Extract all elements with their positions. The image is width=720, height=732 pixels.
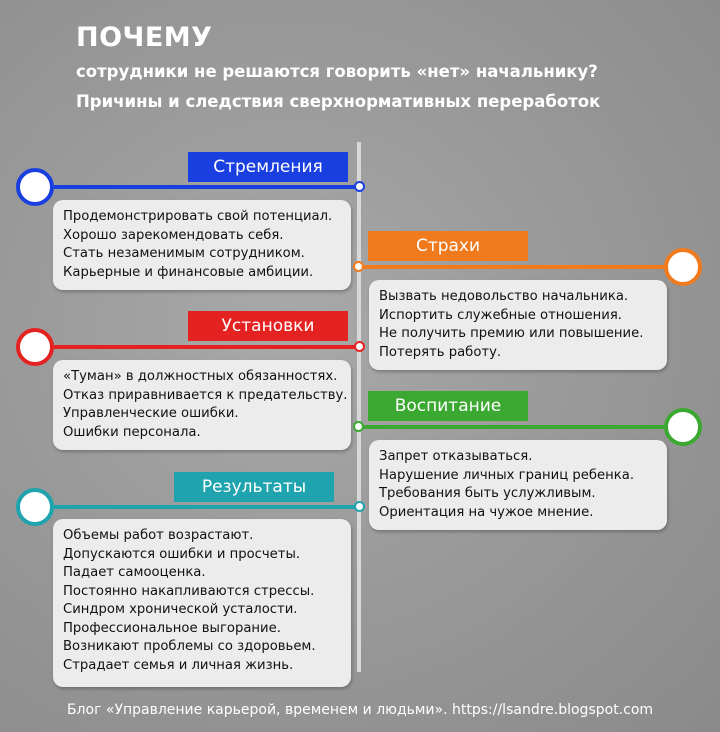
page-subtitle-line1: сотрудники не решаются говорить «нет» начальнику? [76, 62, 598, 81]
list-item: Допускаются ошибки и просчеты. [63, 546, 301, 562]
list-item: Страдает семья и личная жизнь. [63, 657, 294, 673]
node-dot-results [354, 501, 365, 512]
list-item: Ошибки персонала. [63, 424, 201, 440]
label-upbringing: Воспитание [368, 391, 528, 421]
list-item: Стать незаменимым сотрудником. [63, 246, 305, 261]
connector-results [54, 505, 358, 509]
list-item: Отказ приравнивается к предательству. [63, 387, 348, 403]
node-dot-upbringing [353, 421, 364, 432]
list-item: Профессиональное выгорание. [63, 620, 281, 636]
list-item: Испортить служебные отношения. [379, 307, 622, 323]
timeline-spine [357, 142, 361, 672]
list-item: Постоянно накапливаются стрессы. [63, 583, 315, 599]
node-circle-aspirations [16, 168, 54, 206]
list-item: Возникают проблемы со здоровьем. [63, 639, 316, 654]
label-attitudes: Установки [188, 311, 348, 341]
card-fears [369, 280, 667, 370]
list-item: Требования быть услужливым. [379, 486, 596, 501]
label-aspirations: Стремления [188, 152, 348, 182]
list-item: Объемы работ возрастают. [63, 528, 254, 543]
list-item: Вызвать недовольство начальника. [379, 289, 629, 304]
label-results: Результаты [174, 472, 334, 502]
list-item: Продемонстрировать свой потенциал. [63, 209, 333, 224]
node-dot-aspirations [354, 181, 365, 192]
card-results [53, 519, 351, 687]
node-dot-attitudes [354, 341, 365, 352]
card-aspirations [53, 200, 351, 290]
footer-credit: Блог «Управление карьерой, временем и людьми». https://lsandre.blogspot.com [66, 702, 654, 718]
page-subtitle-line2: Причины и следствия сверхнормативных переработок [76, 92, 601, 111]
list-item: Запрет отказываться. [379, 449, 533, 464]
list-item: Потерять работу. [379, 344, 502, 360]
node-circle-results [16, 488, 54, 526]
connector-attitudes [54, 345, 358, 349]
node-circle-fears [664, 248, 702, 286]
list-item: Синдром хронической усталости. [63, 602, 298, 617]
list-item: Нарушение личных границ ребенка. [379, 467, 635, 483]
node-dot-fears [353, 261, 364, 272]
list-item: «Туман» в должностных обязанностях. [63, 369, 338, 384]
card-attitudes [53, 360, 351, 450]
page-title: ПОЧЕМУ [76, 22, 213, 53]
card-upbringing [369, 440, 667, 530]
node-circle-upbringing [664, 408, 702, 446]
list-item: Не получить премию или повышение. [379, 326, 644, 341]
list-item: Ориентация на чужое мнение. [379, 504, 594, 520]
connector-upbringing [361, 425, 666, 429]
connector-aspirations [54, 185, 358, 189]
list-item: Падает самооценка. [63, 565, 206, 580]
list-item: Карьерные и финансовые амбиции. [63, 264, 314, 280]
list-item: Хорошо зарекомендовать себя. [63, 227, 284, 243]
node-circle-attitudes [16, 328, 54, 366]
label-fears: Страхи [368, 231, 528, 261]
connector-fears [361, 265, 666, 269]
list-item: Управленческие ошибки. [63, 406, 239, 421]
